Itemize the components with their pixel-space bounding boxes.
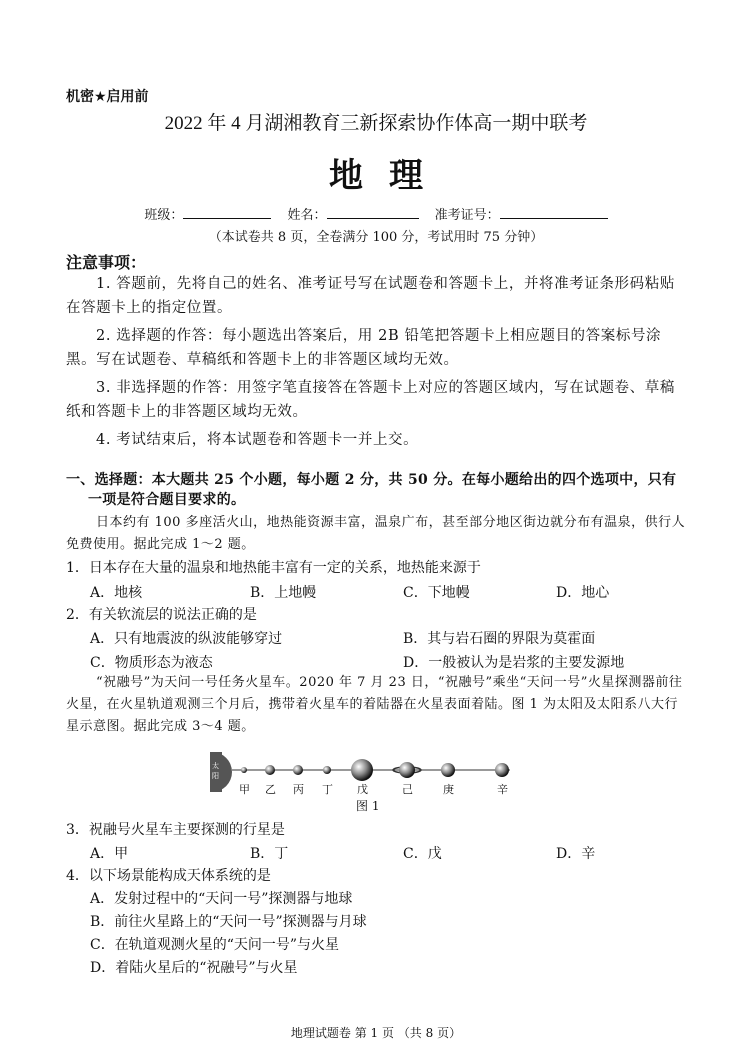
planet-ding [323,766,331,774]
planet-wu [351,759,373,781]
question-2-stem: 2．有关软流层的说法正确的是 [66,607,257,623]
q1-option-d: D．地心 [556,585,610,601]
planet-label: 庚 [443,783,454,796]
planet-xin [495,763,509,777]
section-heading: 一、选择题：本大题共 25 个小题，每小题 2 分，共 50 分。在每小题给出的四个选项中，只有 一项是符合题目要求的。 [66,472,677,508]
planet-label: 乙 [265,783,276,796]
q4-option-d: D．着陆火星后的“祝融号”与火星 [90,960,298,976]
solar-system-figure [210,748,530,798]
q3-option-b: B．丁 [250,846,289,862]
q3-option-a: A．甲 [90,846,129,862]
notice-item: 1. 答题前，先将自己的姓名、准考证号写在试题卷和答题卡上，并将准考证条形码粘贴在答题卡上的指定位置。 [66,276,675,316]
q4-option-b: B．前往火星路上的“天问一号”探测器与月球 [90,914,367,930]
question-3-stem: 3．祝融号火星车主要探测的行星是 [66,822,285,838]
q1-option-c: C．下地幔 [403,585,470,601]
q2-option-d: D．一般被认为是岩浆的主要发源地 [403,655,625,671]
exam-note: （本试卷共 8 页，全卷满分 100 分，考试用时 75 分钟） [208,230,544,245]
student-info-fields [0,204,752,223]
class-field[interactable]: 班级： [144,204,271,223]
planet-bing [293,765,303,775]
q4-option-c: C．在轨道观测火星的“天问一号”与火星 [90,937,340,953]
exam-title: 2022 年 4 月湖湘教育三新探索协作体高一期中联考 [164,113,588,134]
figure-caption: 图 1 [356,799,380,813]
material-text-2: “祝融号”为天问一号任务火星车。2020 年 7 月 23 日，“祝融号”乘坐“天问一号”火星探测器前往火星，在火星轨道观测三个月后，携带着火星车的着陆器在火星表面着陆。图 1 为太阳及太阳系八大行星示意图。据此完成 3～4 题。 [66,675,683,734]
planet-label: 丙 [293,783,304,796]
planet-label: 辛 [497,783,508,796]
notice-heading: 注意事项： [66,253,147,272]
question-4-stem: 4．以下场景能构成天体系统的是 [66,868,271,884]
sun-label-2: 阳 [212,772,219,780]
page-footer: 地理试题卷 第 1 页 （共 8 页） [290,1026,462,1040]
name-field[interactable]: 姓名： [287,204,418,223]
planet-geng [441,763,455,777]
planet-label: 丁 [322,783,333,796]
q1-option-a: A．地核 [90,585,143,601]
planet-ji [399,762,415,778]
planet-label: 己 [402,783,413,796]
q2-option-c: C．物质形态为液态 [90,655,213,671]
confidential-mark: 机密★启用前 [66,89,149,105]
planet-jia [241,767,247,773]
q2-option-a: A．只有地震波的纵波能够穿过 [90,631,283,647]
planet-label: 戊 [357,783,368,796]
q3-option-d: D．辛 [556,846,596,862]
exam-number-field[interactable]: 准考证号： [435,204,608,223]
q2-option-b: B．其与岩石圈的界限为莫霍面 [403,631,596,647]
question-1-stem: 1．日本存在大量的温泉和地热能丰富有一定的关系，地热能来源于 [66,560,481,576]
sun-label: 太 [212,762,219,770]
planet-label: 甲 [239,783,250,796]
material-text-1: 日本约有 100 多座活火山，地热能资源丰富，温泉广布，甚至部分地区街边就分布有温泉，供行人免费使用。据此完成 1～2 题。 [66,515,686,552]
q3-option-c: C．戊 [403,846,442,862]
q4-option-a: A．发射过程中的“天问一号”探测器与地球 [90,891,353,907]
planet-yi [265,765,275,775]
notice-item: 4. 考试结束后，将本试题卷和答题卡一并上交。 [96,432,419,448]
notice-item: 2. 选择题的作答：每小题选出答案后，用 2B 铅笔把答题卡上相应题目的答案标号涂黑。写在试题卷、草稿纸和答题卡上的非答题区域均无效。 [66,328,662,368]
notice-item: 3. 非选择题的作答：用签字笔直接答在答题卡上对应的答题区域内，写在试题卷、草稿纸和答题卡上的非答题区域均无效。 [66,380,675,420]
subject-title: 地理 [329,156,449,196]
q1-option-b: B．上地幔 [250,585,317,601]
